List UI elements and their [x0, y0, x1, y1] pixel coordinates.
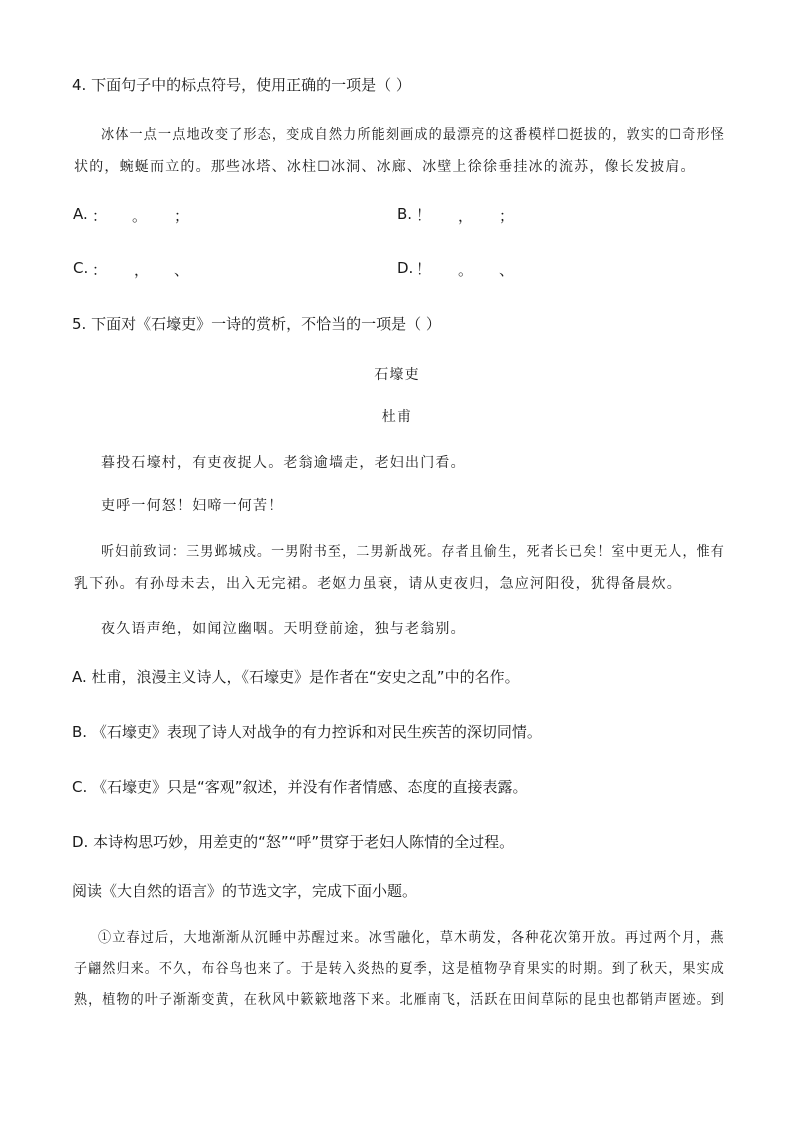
option-a-mark-1: ： [92, 207, 108, 225]
option-b-mark-1: ！ [416, 206, 432, 224]
q5-option-a[interactable]: A. 杜甫，浪漫主义诗人，《石壕吏》是作者在“安史之乱”中的名作。 [72, 668, 520, 686]
option-b-label: B. [397, 205, 413, 223]
option-b-mark-2: ， [458, 207, 474, 225]
option-a-label: A. [73, 205, 88, 223]
question-4-stem: 4. 下面句子中的标点符号，使用正确的一项是（ ） [72, 76, 411, 94]
q4-passage-line-1: 冰体一点一点地改变了形态，变成自然力所能刻画成的最漂亮的这番模样☐挺拔的，敦实的☐奇形怪 [101, 127, 725, 143]
option-a-mark-3: ； [174, 207, 190, 225]
reading-line-3: 熟，植物的叶子渐渐变黄，在秋风中簌簌地落下来。北雁南飞，活跃在田间草际的昆虫也都销声匿迹。到 [74, 992, 725, 1008]
option-d-mark-2: 。 [458, 261, 474, 279]
poem-line-3a: 听妇前致词：三男邺城戍。一男附书至，二男新战死。存者且偷生，死者长已矣！室中更无人，惟有 [101, 544, 726, 560]
question-5-stem: 5. 下面对《石壕吏》一诗的赏析，不恰当的一项是（ ） [72, 315, 441, 333]
poem-line-3b: 乳下孙。有孙母未去，出入无完裙。老妪力虽衰，请从吏夜归，急应河阳役，犹得备晨炊。 [74, 576, 682, 592]
option-d-label: D. [397, 259, 414, 277]
option-c-label: C. [73, 259, 89, 277]
q5-option-d[interactable]: D. 本诗构思巧妙，用差吏的“怒”“呼”贯穿于老妇人陈情的全过程。 [72, 833, 515, 851]
q5-option-b[interactable]: B. 《石壕吏》表现了诗人对战争的有力控诉和对民生疾苦的深切同情。 [72, 723, 542, 741]
poem-author: 杜甫 [381, 409, 413, 425]
poem-line-4: 夜久语声绝，如闻泣幽咽。天明登前途，独与老翁别。 [101, 621, 466, 637]
option-d-mark-1: ！ [416, 260, 432, 278]
q5-option-c[interactable]: C. 《石壕吏》只是“客观”叙述，并没有作者情感、态度的直接表露。 [72, 778, 528, 796]
option-b-mark-3: ； [499, 207, 515, 225]
poem-line-2: 吏呼一何怒！妇啼一何苦！ [101, 498, 284, 514]
option-c-mark-3: 、 [174, 261, 190, 279]
poem-line-1: 暮投石壕村，有吏夜捉人。老翁逾墙走，老妇出门看。 [101, 455, 466, 471]
q4-passage-line-2: 状的，蜿蜒而立的。那些冰塔、冰柱☐冰洞、冰廊、冰壁上徐徐垂挂冰的流苏，像长发披肩。 [74, 159, 696, 175]
poem-title: 石壕吏 [374, 367, 420, 383]
reading-line-2: 子翩然归来。不久，布谷鸟也来了。于是转入炎热的夏季，这是植物孕育果实的时期。到了秋天，果实成 [74, 961, 725, 977]
option-c-mark-2: ， [134, 261, 150, 279]
option-d-mark-3: 、 [499, 261, 515, 279]
option-c-mark-1: ： [92, 261, 108, 279]
option-a-mark-2: 。 [132, 207, 148, 225]
reading-intro: 阅读《大自然的语言》的节选文字，完成下面小题。 [72, 882, 418, 900]
reading-line-1: ①立春过后，大地渐渐从沉睡中苏醒过来。冰雪融化，草木萌发，各种花次第开放。再过两个月，燕 [98, 930, 725, 946]
